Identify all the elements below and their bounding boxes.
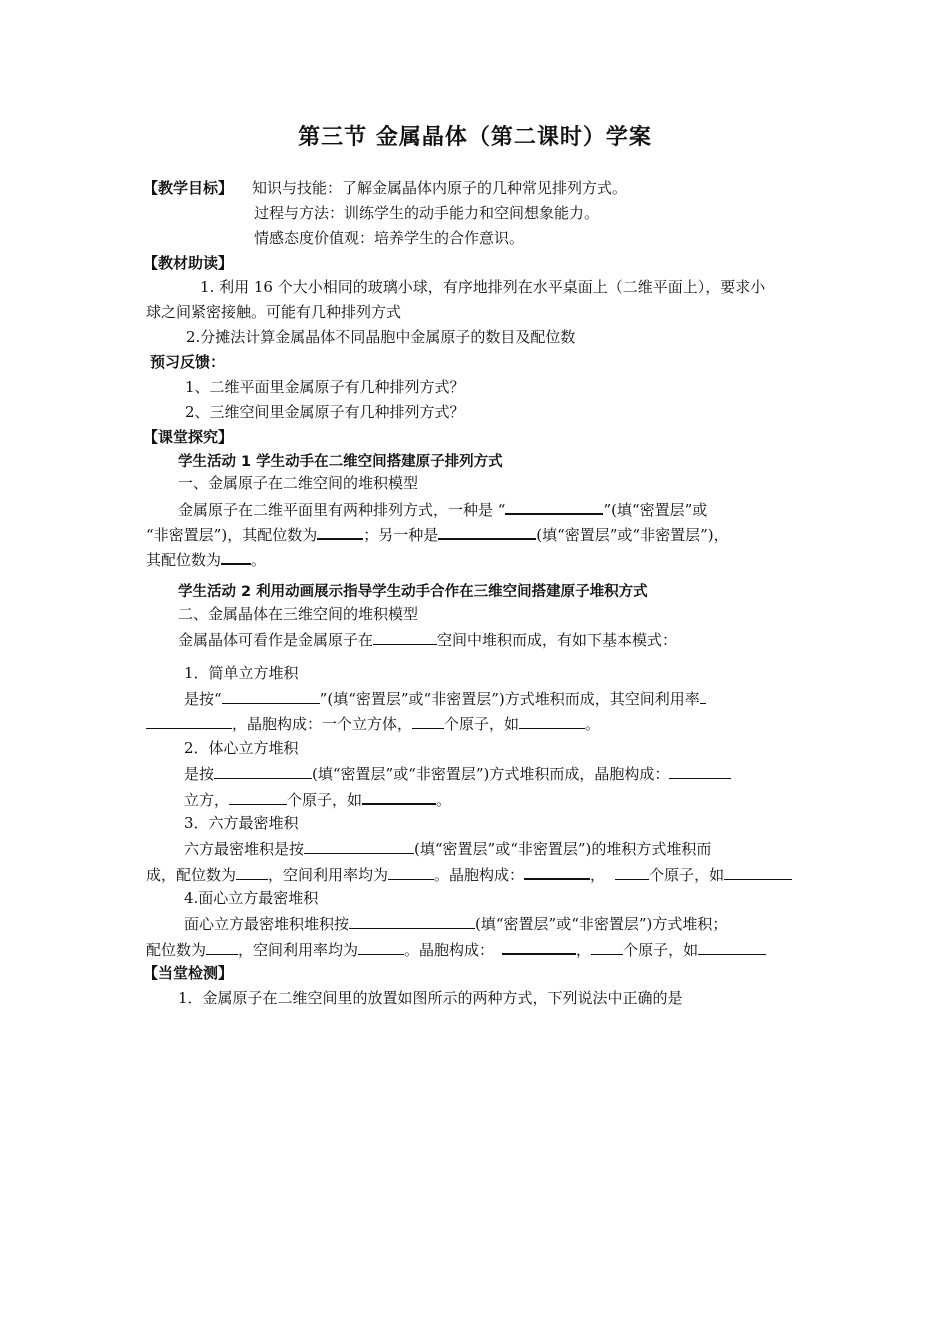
objectives-label: 【教学目标】 <box>143 179 234 197</box>
blank-m3-coordination[interactable] <box>236 864 268 880</box>
activity-1-heading: 学生活动 1 学生动手在二维空间搭建原子排列方式 <box>178 454 503 470</box>
blank-m4-example[interactable] <box>698 939 766 955</box>
preview-label: 预习反馈： <box>150 353 226 371</box>
blank-m2-layer[interactable] <box>214 763 312 779</box>
blank-m1-example[interactable] <box>519 713 585 729</box>
mode-2-title: 2．体心立方堆积 <box>184 739 299 757</box>
blank-m4-utilization[interactable] <box>358 939 404 955</box>
reading-item2: 2.分摊法计算金属晶体不同晶胞中金属原子的数目及配位数 <box>186 328 576 346</box>
blank-m3-utilization[interactable] <box>388 864 434 880</box>
mode-4-line-2: 配位数为 ，空间利用率均为 。晶胞构成： ， 个原子，如 <box>146 938 766 960</box>
reading-item1-line2: 球之间紧密接触。可能有几种排列方式 <box>146 303 402 321</box>
mode-3-line-1: 六方最密堆积是按 (填“密置层”或“非密置层”)的堆积方式堆积而 <box>184 840 712 858</box>
objective-process: 过程与方法：训练学生的动手能力和空间想象能力。 <box>254 204 600 222</box>
check-question-1: 1．金属原子在二维空间里的放置如图所示的两种方式，下列说法中正确的是 <box>178 989 683 1007</box>
blank-m1-utilization[interactable] <box>146 713 232 729</box>
blank-m3-atoms[interactable] <box>615 864 649 880</box>
blank-m4-atoms[interactable] <box>591 939 623 955</box>
objective-emotion: 情感态度价值观：培养学生的合作意识。 <box>254 229 525 247</box>
explore-label: 【课堂探究】 <box>143 428 234 446</box>
section-1-line-1: 金属原子在二维平面里有两种排列方式，一种是 “ ”(填“密置层”或 <box>178 498 707 520</box>
check-label: 【当堂检测】 <box>143 964 234 982</box>
blank-layer-type-1[interactable] <box>505 498 603 515</box>
section-1-line-2: “非密置层”)，其配位数为 ；另一种是 (填“密置层”或“非密置层”)， <box>146 523 729 545</box>
blank-m4-coordination[interactable] <box>206 939 238 955</box>
reading-label: 【教材助读】 <box>143 254 234 272</box>
section-1-title: 一、金属原子在二维空间的堆积模型 <box>178 474 419 492</box>
mode-3-title: 3．六方最密堆积 <box>184 814 299 832</box>
mode-1-line-1: 是按“ ”(填“密置层”或“非密置层”)方式堆积而成，其空间利用率 <box>184 688 706 709</box>
preview-question-2: 2、三维空间里金属原子有几种排列方式？ <box>185 403 465 421</box>
blank-coordination-2[interactable] <box>221 548 251 565</box>
blank-m4-layer[interactable] <box>349 913 475 929</box>
blank-m2-cell[interactable] <box>669 763 731 779</box>
preview-question-1: 1、二维平面里金属原子有几种排列方式？ <box>185 378 465 396</box>
mode-4-title: 4.面心立方最密堆积 <box>184 889 319 907</box>
activity-2-heading: 学生活动 2 利用动画展示指导学生动手合作在三维空间搭建原子堆积方式 <box>178 584 648 600</box>
blank-space-dimension[interactable] <box>373 629 437 645</box>
blank-m2-example[interactable] <box>362 788 436 805</box>
blank-layer-type-2[interactable] <box>438 523 536 540</box>
section-2-title: 二、金属晶体在三维空间的堆积模型 <box>178 605 419 623</box>
blank-m1-atoms[interactable] <box>412 713 444 729</box>
blank-coordination-1[interactable] <box>317 523 363 540</box>
blank-m3-layer[interactable] <box>304 838 414 854</box>
blank-m3-cell[interactable] <box>524 863 590 880</box>
mode-4-line-1: 面心立方最密堆积堆积按 (填“密置层”或“非密置层”)方式堆积； <box>184 915 728 933</box>
mode-2-line-1: 是按 (填“密置层”或“非密置层”)方式堆积而成，晶胞构成： <box>184 763 731 784</box>
mode-1-line-2: ，晶胞构成：一个立方体， 个原子，如 。 <box>146 713 600 734</box>
blank-m3-example[interactable] <box>724 864 792 880</box>
reading-item1-line1: 1. 利用 16 个大小相同的玻璃小球，有序地排列在水平桌面上（二维平面上），要求小 <box>200 278 766 296</box>
section-2-intro: 金属晶体可看作是金属原子在 空间中堆积而成，有如下基本模式： <box>178 631 678 649</box>
blank-m4-cell[interactable] <box>502 938 576 955</box>
blank-m2-atoms[interactable] <box>229 789 287 805</box>
mode-1-title: 1．简单立方堆积 <box>184 664 299 682</box>
section-1-line-3: 其配位数为 。 <box>146 548 266 570</box>
objective-knowledge: 知识与技能：了解金属晶体内原子的几种常见排列方式。 <box>252 179 628 197</box>
page-title: 第三节 金属晶体（第二课时）学案 <box>298 125 652 150</box>
mode-2-line-2: 立方， 个原子，如 。 <box>184 788 451 810</box>
blank-m1-layer[interactable] <box>222 688 320 704</box>
mode-3-line-2: 成，配位数为 ，空间利用率均为 。晶胞构成： ， 个原子，如 <box>146 863 792 885</box>
blank-m1-utilization-start[interactable] <box>700 688 706 704</box>
